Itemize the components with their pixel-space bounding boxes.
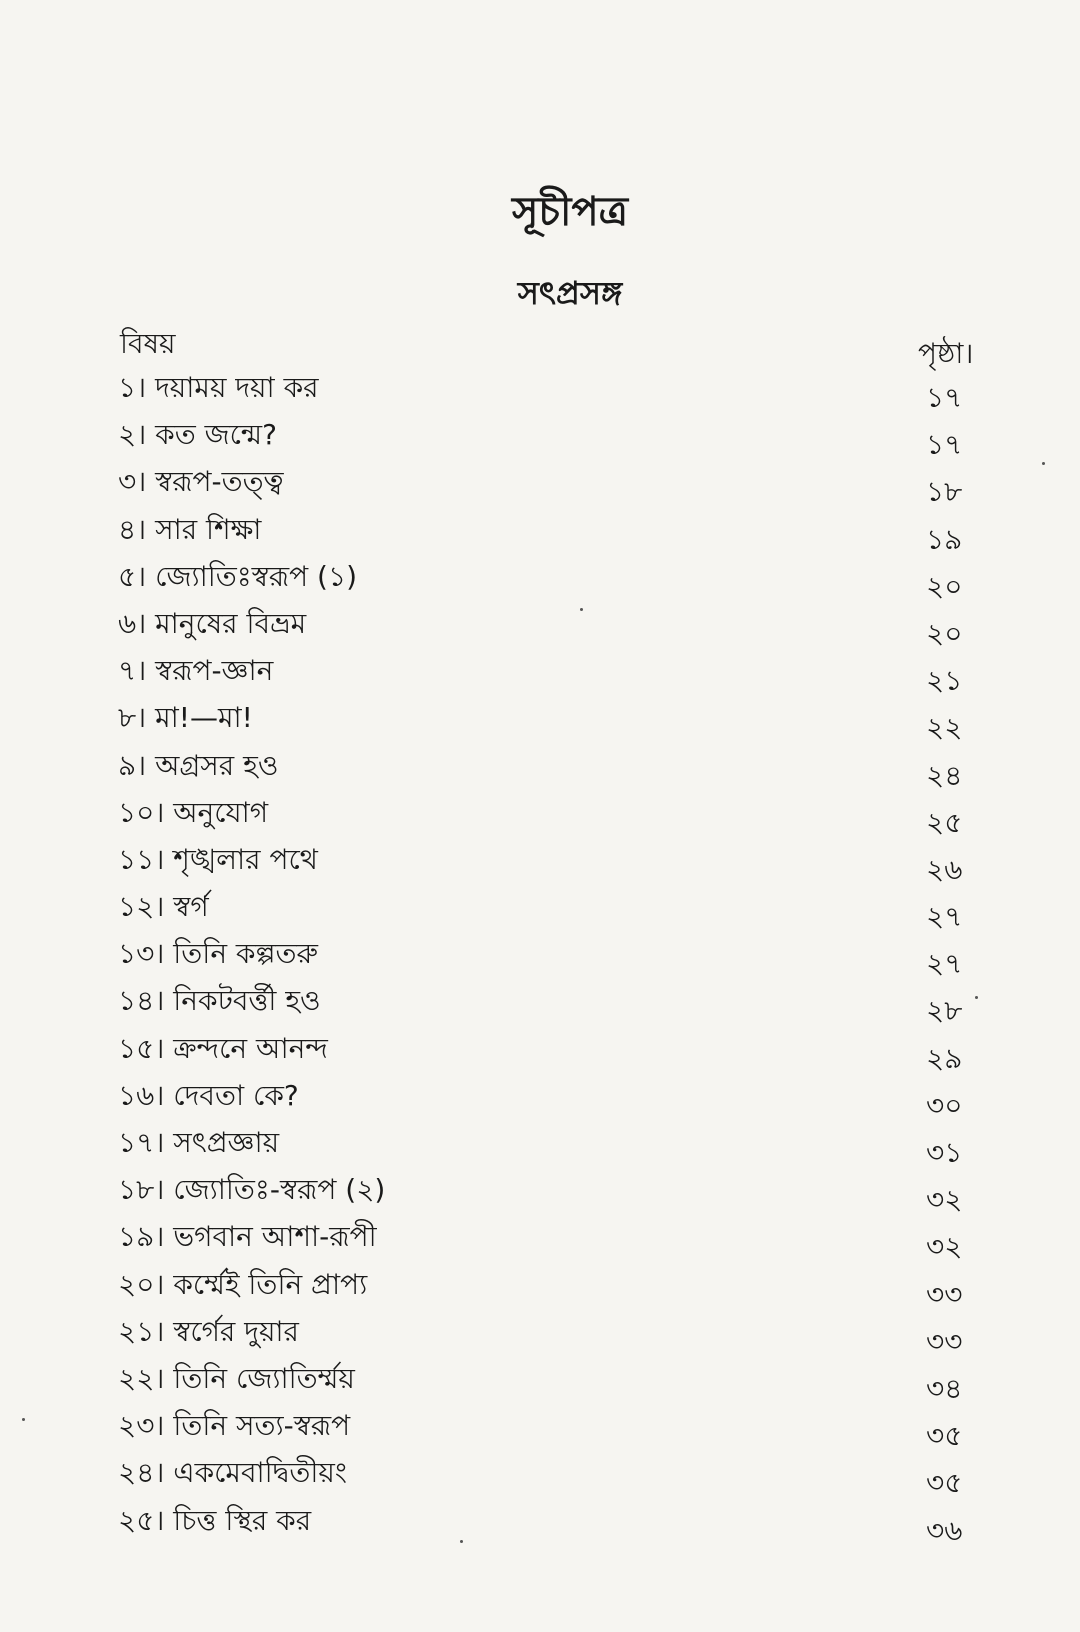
toc-entry-page-number: ২১ — [926, 664, 963, 698]
toc-entry-title: ৩। স্বরূপ-তত্ত্ব — [118, 465, 284, 499]
toc-entry-page-number: ৩২ — [926, 1183, 963, 1217]
toc-entry-title: ১৮। জ্যোতিঃ-স্বরূপ (২) — [118, 1173, 386, 1207]
toc-entry-page-number: ২০ — [926, 569, 963, 603]
paper-speck — [22, 1418, 25, 1421]
toc-entry-page-number: ২৫ — [926, 805, 963, 839]
toc-entry — [118, 462, 1018, 509]
page-column-heading: পৃষ্ঠা। — [918, 337, 974, 370]
toc-entry — [118, 1406, 1018, 1453]
paper-speck — [1042, 462, 1045, 465]
subject-column-heading: বিষয় — [120, 327, 176, 360]
toc-entry-page-number: ৩৬ — [926, 1513, 963, 1547]
toc-entry-page-number: ২৮ — [926, 994, 963, 1028]
toc-entry-page-number: ৩০ — [926, 1088, 963, 1122]
toc-entry-title: ২৩। তিনি সত্য-স্বরূপ — [118, 1409, 351, 1443]
toc-entry-title: ১৭। সৎপ্রজ্ঞায় — [118, 1126, 280, 1159]
toc-entry-page-number: ৩৩ — [926, 1324, 963, 1358]
toc-entry-page-number: ৩৩ — [926, 1277, 963, 1311]
toc-entry-title: ১১। শৃঙ্খলার পথে — [118, 842, 318, 876]
paper-speck — [460, 1540, 463, 1543]
section-heading: সৎপ্রসঙ্গ — [517, 274, 623, 312]
toc-entry — [118, 1170, 1018, 1217]
toc-entry — [118, 698, 1018, 745]
toc-entry — [118, 840, 1018, 887]
toc-entry-page-number: ৩৫ — [926, 1419, 963, 1453]
toc-entry-page-number: ২০ — [926, 616, 963, 650]
toc-entry-title: ২। কত জন্মে? — [118, 418, 277, 452]
toc-entry-title: ১৩। তিনি কল্পতরু — [118, 937, 319, 971]
toc-entry-title: ১২। স্বর্গ — [118, 890, 209, 924]
toc-entry — [118, 981, 1018, 1028]
toc-entry — [118, 1312, 1018, 1359]
toc-entry — [118, 1217, 1018, 1264]
toc-entry-title: ৭। স্বরূপ-জ্ঞান — [118, 654, 274, 688]
toc-entry — [118, 415, 1018, 462]
toc-entry-page-number: ২৬ — [926, 852, 963, 886]
toc-entry-page-number: ২২ — [926, 711, 963, 745]
toc-entry-title: ৬। মানুষের বিভ্রম — [118, 606, 307, 640]
toc-entry-title: ১৫। ক্রন্দনে আনন্দ — [118, 1031, 328, 1065]
toc-entry — [118, 604, 1018, 651]
toc-entry — [118, 1123, 1018, 1170]
toc-entry — [118, 1265, 1018, 1312]
toc-entry — [118, 1359, 1018, 1406]
toc-entry-page-number: ১৮ — [926, 475, 963, 509]
toc-entry — [118, 1453, 1018, 1500]
toc-entry-title: ২৪। একমেবাদ্বিতীয়ং — [118, 1456, 347, 1490]
toc-entry-page-number: ২৭ — [926, 947, 963, 981]
toc-entry-page-number: ১৭ — [926, 381, 963, 414]
toc-entry — [118, 1076, 1018, 1123]
toc-entry-page-number: ২৪ — [926, 758, 963, 792]
toc-entry-page-number: ৩২ — [926, 1230, 963, 1264]
paper-speck — [975, 996, 978, 999]
toc-entry — [118, 1501, 1018, 1548]
toc-entry-page-number: ১৯ — [926, 522, 963, 556]
toc-entry-title: ১৬। দেবতা কে? — [118, 1078, 299, 1112]
toc-entry — [118, 651, 1018, 698]
toc-entry-title: ১। দয়াময় দয়া কর — [118, 371, 319, 404]
toc-entry — [118, 793, 1018, 840]
toc-entry-page-number: ৩১ — [926, 1136, 963, 1169]
toc-entry-title: ১৯। ভগবান আশা-রূপী — [118, 1220, 377, 1254]
table-of-contents — [118, 368, 1018, 1548]
toc-entry-title: ৯। অগ্রসর হও — [118, 748, 279, 782]
toc-entry-title: ৪। সার শিক্ষা — [118, 512, 262, 546]
toc-entry — [118, 934, 1018, 981]
toc-entry-page-number: ২৯ — [926, 1041, 963, 1075]
toc-entry — [118, 557, 1018, 604]
toc-entry-page-number: ৩৪ — [926, 1371, 963, 1405]
page-title: সূচীপত্র — [512, 189, 628, 235]
toc-entry-title: ৫। জ্যোতিঃস্বরূপ (১) — [118, 559, 358, 593]
paper-speck — [580, 608, 583, 611]
toc-entry-page-number: ১৭ — [926, 428, 963, 462]
toc-entry — [118, 746, 1018, 793]
toc-entry — [118, 887, 1018, 934]
toc-entry-title: ২১। স্বর্গের দুয়ার — [118, 1314, 299, 1348]
toc-entry-page-number: ৩৫ — [926, 1466, 963, 1500]
toc-entry-page-number: ২৭ — [926, 900, 963, 934]
toc-entry — [118, 1029, 1018, 1076]
toc-entry-title: ১৪। নিকটবর্ত্তী হও — [118, 984, 321, 1018]
toc-entry — [118, 510, 1018, 557]
toc-entry-title: ২২। তিনি জ্যোতির্ম্ময় — [118, 1361, 355, 1395]
toc-entry-title: ২০। কর্ম্মেই তিনি প্রাপ্য — [118, 1267, 368, 1301]
toc-entry-title: ১০। অনুযোগ — [118, 795, 269, 829]
toc-entry-title: ৮। মা!—মা! — [118, 701, 253, 735]
toc-entry-title: ২৫। চিত্ত স্থির কর — [118, 1503, 312, 1537]
toc-entry — [118, 368, 1018, 415]
